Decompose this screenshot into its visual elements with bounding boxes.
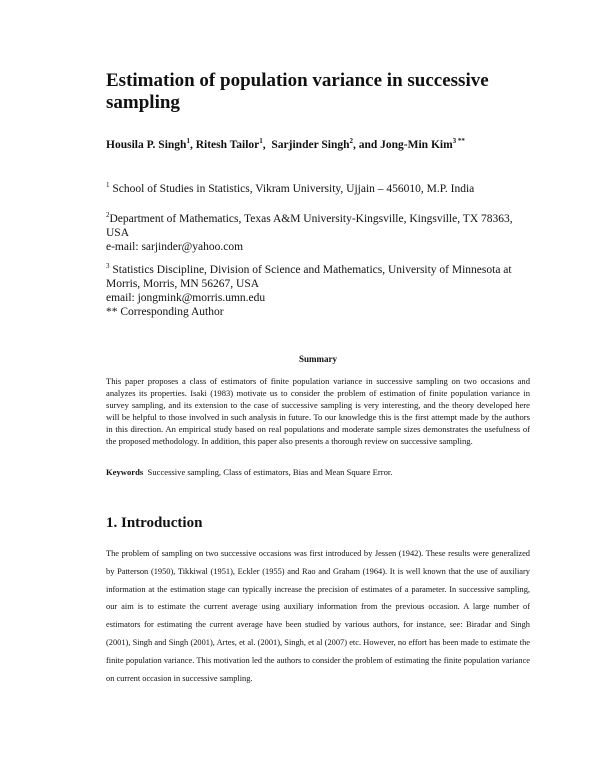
affiliation-text: School of Studies in Statistics, Vikram University, Ujjain – 456010, M.P. India [112,182,475,195]
affiliation-1 [106,178,546,196]
affiliation-mark: 2 [106,211,110,219]
author-name: Jong-Min Kim [380,138,453,151]
author-name: Sarjinder Singh [271,138,350,151]
affiliation-mark: 1 [106,181,110,189]
summary-text: This paper proposes a class of estimators of finite population variance in successive sampling on two occasions and analyzes its properties. Isaki (1983) motivate us to consider the problem of estimation of finite population variance in survey sampling, and its extension to the case of successive sampling is very interesting, and the theory developed here will be helpful to those involved in such analysis in future. To our knowledge this is the first attempt made by the authors in this direction. An empirical study based on real populations and moderate sample sizes demonstrates the usefulness of the proposed methodology. In addition, this paper also presents a thorough review on successive sampling. [106,376,530,446]
affiliation-text-cont: Morris, Morris, MN 56267, USA [106,277,260,290]
author-name: Housila P. Singh [106,138,187,151]
author-affiliation-mark: 1 [186,137,190,145]
affiliation-3 [106,259,546,319]
affiliation-text: Department of Mathematics, Texas A&M University-Kingsville, Kingsville, TX 78363, [109,212,513,225]
corresponding-author-note: ** Corresponding Author [106,305,224,318]
affiliation-text: Statistics Discipline, Division of Science and Mathematics, University of Minnesota at [112,263,512,276]
keywords-label: Keywords [106,467,144,477]
introduction-text: The problem of sampling on two successive occasions was first introduced by Jessen (1942). These results were generalized by Patterson (1950), Tikkiwal (1951), Eckler (1955) and Rao and Graham (1964). It is well known that the use of auxiliary information at the estimation stage can typically increase the precision of estimates of a parameter. In successive sampling, our aim is to estimate the current average using auxiliary information from the previous occasion. A large number of estimators for estimating the current average have been studied by various authors, for instance, see: Biradar and Singh (2001), Singh and Singh (2001), Artes, et al. (2001), Singh, et al (2007) etc. However, no effort has been made to estimate the finite population variance. This motivation led the authors to consider the problem of estimating the finite population variance on current occasion in successive sampling. [106,549,530,683]
affiliation-2 [106,208,546,254]
author-affiliation-mark: 1 [259,137,263,145]
section-heading-introduction: 1. Introduction [106,515,203,531]
summary-heading: Summary [299,354,337,364]
affiliation-text-cont: USA [106,226,130,239]
paper-title: Estimation of population variance in successive sampling [106,70,489,113]
author-name: Ritesh Tailor [195,138,260,151]
author-affiliation-mark: 2 [349,137,353,145]
keywords-text: Successive sampling, Class of estimators, Bias and Mean Square Error. [147,467,393,477]
author-affiliation-mark: 3 ** [452,137,465,145]
affiliation-email: email: jongmink@morris.umn.edu [106,291,266,304]
affiliation-mark: 3 [106,262,110,270]
author-list: Housila P. Singh$^1$, Ritesh Tailor$^1$, Sarjinder Singh$^2$, and Jong-Min Kim$^{3 **}$ [106,137,465,151]
affiliation-email: e-mail: sarjinder@yahoo.com [106,240,244,253]
keywords [106,467,530,477]
